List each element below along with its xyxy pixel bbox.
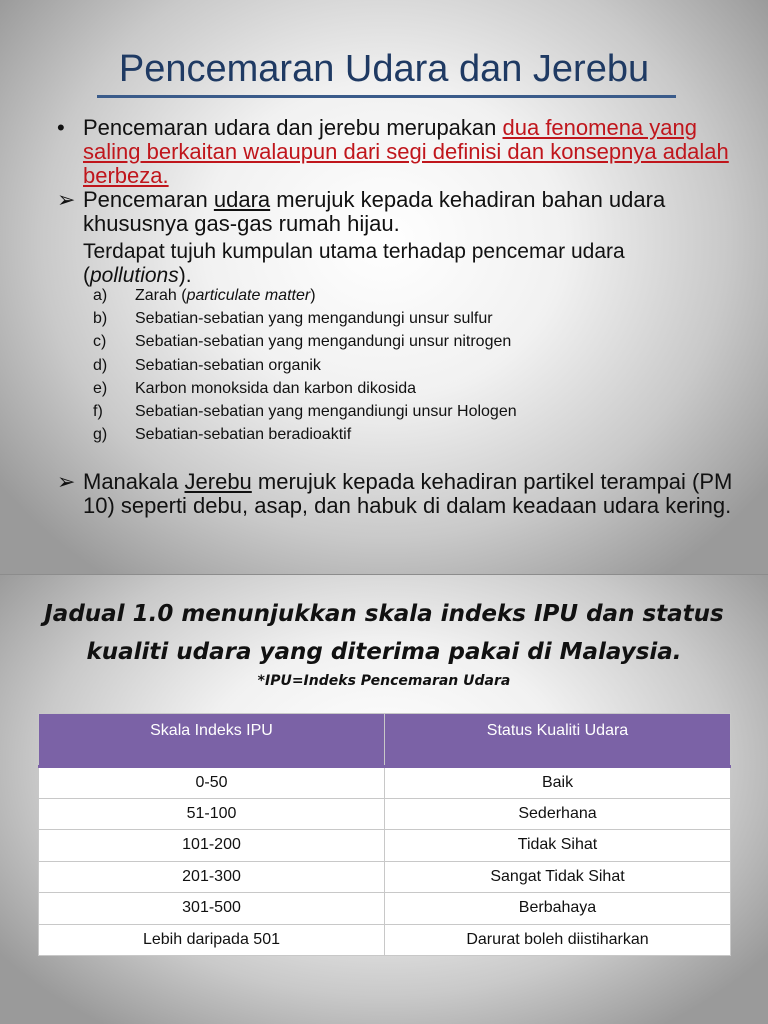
list-letter: b) <box>93 310 108 328</box>
table-row <box>39 830 731 862</box>
list-item <box>93 309 517 332</box>
bullet-text: merujuk kepada kehadiran bahan udara khususnya gas-gas rumah hijau. <box>83 187 666 236</box>
table-cell: Sangat Tidak Sihat <box>385 861 731 893</box>
arrow-bullet-icon: ➢ <box>57 469 76 494</box>
table-cell: Darurat boleh diistiharkan <box>385 924 731 956</box>
list-letter: g) <box>93 426 108 444</box>
bullet-pencemaran-jerebu <box>57 115 733 188</box>
slide-2 <box>0 574 768 1024</box>
underlined-term: Jerebu <box>184 469 252 494</box>
slide-title: Pencemaran Udara dan Jerebu <box>118 48 650 90</box>
table-cell: 201-300 <box>39 861 385 893</box>
title-underline <box>97 95 676 98</box>
table-cell: Tidak Sihat <box>385 830 731 862</box>
table-row <box>39 767 731 799</box>
column-header: Status Kualiti Udara <box>385 714 731 767</box>
table-cell: Sederhana <box>385 798 731 830</box>
list-text: Sebatian-sebatian organik <box>135 356 321 374</box>
italic-term: pollutions <box>90 264 179 287</box>
list-text: Karbon monoksida dan karbon dikosida <box>135 379 417 397</box>
column-header: Skala Indeks IPU <box>39 714 385 767</box>
list-text: Sebatian-sebatian yang mengandungi unsur nitrogen <box>135 333 512 351</box>
list-item <box>93 286 517 309</box>
table-row <box>39 798 731 830</box>
list-item <box>93 356 517 379</box>
list-text: Zarah ( <box>135 287 187 304</box>
pollutant-list <box>93 286 517 448</box>
list-item <box>93 379 517 402</box>
table-cell: 101-200 <box>39 830 385 862</box>
list-letter: e) <box>93 379 108 397</box>
list-item <box>93 425 517 448</box>
bullet-text: Pencemaran udara dan jerebu merupakan <box>83 115 503 140</box>
ipu-table <box>38 713 731 956</box>
list-letter: d) <box>93 356 108 374</box>
bullet-jerebu <box>57 469 733 518</box>
table-row <box>39 893 731 925</box>
table-cell: Baik <box>385 767 731 799</box>
italic-term: particulate matter <box>186 287 311 304</box>
table-cell: 51-100 <box>39 798 385 830</box>
bullet-text: merujuk kepada kehadiran partikel terampai (PM 10) seperti debu, asap, dan habuk di dalam keadaan udara kering. <box>83 469 733 518</box>
highlighted-text: dua fenomena yang saling berkaitan walaupun dari segi definisi dan konsepnya adalah berbeza. <box>83 115 729 188</box>
list-item <box>93 332 517 355</box>
bullet-text: Manakala <box>83 469 185 494</box>
table-cell: Lebih daripada 501 <box>39 924 385 956</box>
list-letter: c) <box>93 333 107 351</box>
arrow-bullet-icon: ➢ <box>57 187 76 212</box>
list-text: ) <box>310 287 316 304</box>
list-text: Sebatian-sebatian beradioaktif <box>135 426 352 444</box>
table-row <box>39 924 731 956</box>
intro-text: Terdapat tujuh kumpulan utama terhadap pencemar udara ( <box>83 240 625 287</box>
table-caption: Jadual 1.0 menunjukkan skala indeks IPU dan status kualiti udara yang diterima pakai di Malaysia. <box>44 601 724 665</box>
list-text: Sebatian-sebatian yang mengandungi unsur sulfur <box>135 310 493 328</box>
intro-text: ). <box>178 264 192 287</box>
table-cell: Berbahaya <box>385 893 731 925</box>
bullet-marker: • <box>57 115 65 140</box>
bullet-pencemaran-udara <box>57 187 733 236</box>
list-letter: a) <box>93 287 108 304</box>
list-item <box>93 402 517 425</box>
list-text: Sebatian-sebatian yang mengandiungi unsur Hologen <box>135 402 517 420</box>
table-cell: 0-50 <box>39 767 385 799</box>
abbreviation-note: *IPU=Indeks Pencemaran Udara <box>257 673 511 689</box>
underlined-term: udara <box>213 187 271 212</box>
bullet-text: Pencemaran <box>83 187 214 212</box>
table-row <box>39 861 731 893</box>
list-letter: f) <box>93 402 103 420</box>
pollutant-groups-intro <box>83 240 733 288</box>
table-header-row <box>39 714 731 767</box>
table-cell: 301-500 <box>39 893 385 925</box>
